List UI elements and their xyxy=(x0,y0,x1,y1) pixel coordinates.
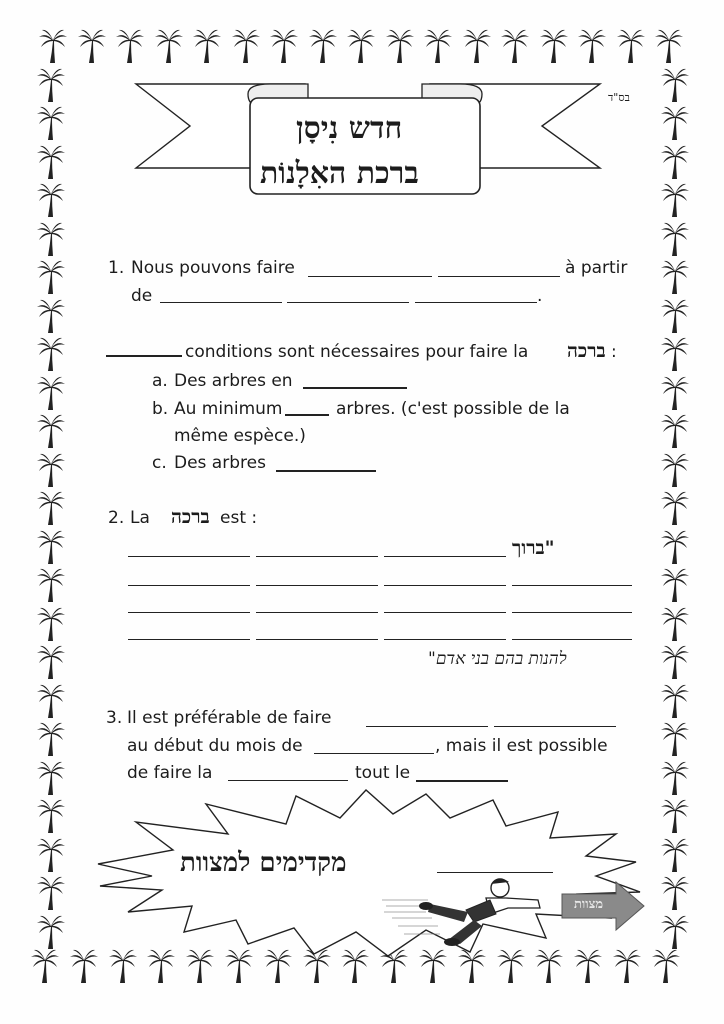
palm-tree-icon xyxy=(36,144,66,180)
palm-tree-icon xyxy=(660,452,690,488)
palm-tree-icon xyxy=(36,837,66,873)
palm-tree-icon xyxy=(36,67,66,103)
palm-tree-icon xyxy=(36,375,66,411)
palm-tree-icon xyxy=(36,413,66,449)
q1-blank-3[interactable] xyxy=(160,302,282,303)
q3-blank-2[interactable] xyxy=(494,726,616,727)
palm-tree-icon xyxy=(660,683,690,719)
q1-number: 1. xyxy=(108,258,125,278)
palm-tree-icon xyxy=(36,798,66,834)
palm-tree-icon xyxy=(462,28,492,64)
q1-period: . xyxy=(537,286,543,306)
palm-tree-icon xyxy=(231,28,261,64)
q2-r2-b4[interactable] xyxy=(512,585,632,586)
palm-tree-icon xyxy=(36,644,66,680)
conditions-heb: ברכה xyxy=(567,340,606,362)
motto: מקדימים למצוות xyxy=(180,848,347,878)
palm-tree-icon xyxy=(36,105,66,141)
palm-tree-icon xyxy=(36,259,66,295)
cond-c-blank[interactable] xyxy=(276,470,376,472)
q2-r2-b1[interactable] xyxy=(128,585,250,586)
palm-tree-icon xyxy=(660,221,690,257)
palm-tree-icon xyxy=(385,28,415,64)
cond-a-text: Des arbres en xyxy=(174,371,293,391)
q3-line2-a: au début du mois de xyxy=(127,736,303,756)
q3-line3-b: tout le xyxy=(355,763,411,783)
q2-r3-b3[interactable] xyxy=(384,612,506,613)
q3-line2-b: , mais il est possible xyxy=(435,736,608,756)
palm-tree-icon xyxy=(660,413,690,449)
q3-line1: Il est préférable de faire xyxy=(127,708,332,728)
palm-tree-icon xyxy=(36,567,66,603)
q2-text-before: La xyxy=(130,508,150,528)
palm-tree-icon xyxy=(36,721,66,757)
palm-tree-icon xyxy=(660,336,690,372)
palm-tree-icon xyxy=(660,798,690,834)
palm-tree-icon xyxy=(36,221,66,257)
q2-number: 2. xyxy=(108,508,125,528)
palm-tree-icon xyxy=(660,105,690,141)
palm-tree-icon xyxy=(36,298,66,334)
palm-tree-icon xyxy=(269,28,299,64)
palm-tree-icon xyxy=(36,452,66,488)
q1-text: Nous pouvons faire xyxy=(131,258,295,278)
palm-tree-icon xyxy=(36,529,66,565)
q1-blank-4[interactable] xyxy=(287,302,409,303)
palm-tree-icon xyxy=(660,567,690,603)
q2-r4-b4[interactable] xyxy=(512,639,632,640)
q2-r3-b2[interactable] xyxy=(256,612,378,613)
q3-blank-4[interactable] xyxy=(228,780,348,781)
q2-r4-b2[interactable] xyxy=(256,639,378,640)
palm-tree-icon xyxy=(660,375,690,411)
palm-tree-icon xyxy=(36,606,66,642)
palm-tree-icon xyxy=(77,28,107,64)
q3-blank-5[interactable] xyxy=(416,780,508,782)
conditions-blank[interactable] xyxy=(106,355,182,357)
palm-tree-icon xyxy=(660,644,690,680)
palm-tree-icon xyxy=(660,529,690,565)
cond-a-blank[interactable] xyxy=(303,387,407,389)
palm-tree-icon xyxy=(660,760,690,796)
q2-r1-b2[interactable] xyxy=(256,556,378,557)
palm-tree-icon xyxy=(423,28,453,64)
palm-tree-icon xyxy=(660,259,690,295)
palm-tree-icon xyxy=(660,837,690,873)
palm-tree-icon xyxy=(36,490,66,526)
q2-r4-b3[interactable] xyxy=(384,639,506,640)
palm-tree-icon xyxy=(115,28,145,64)
q1-text-de: de xyxy=(131,286,153,306)
q2-r3-b1[interactable] xyxy=(128,612,250,613)
palm-tree-icon xyxy=(308,28,338,64)
q2-r2-b2[interactable] xyxy=(256,585,378,586)
palm-tree-icon xyxy=(660,606,690,642)
palm-tree-icon xyxy=(30,948,60,984)
palm-tree-icon xyxy=(500,28,530,64)
palm-tree-icon xyxy=(654,28,684,64)
palm-tree-icon xyxy=(36,182,66,218)
palm-tree-icon xyxy=(36,875,66,911)
palm-tree-icon xyxy=(616,28,646,64)
palm-tree-icon xyxy=(154,28,184,64)
palm-tree-icon xyxy=(36,760,66,796)
q2-r1-b3[interactable] xyxy=(384,556,506,557)
palm-tree-icon xyxy=(660,914,690,950)
q3-blank-1[interactable] xyxy=(366,726,488,727)
palm-tree-icon xyxy=(36,336,66,372)
title-line-2: ברכת האִלָנוֹת xyxy=(260,156,419,191)
palm-tree-icon xyxy=(346,28,376,64)
q2-r3-b4[interactable] xyxy=(512,612,632,613)
title-line-1: חדש נִיסָן xyxy=(296,111,403,146)
cond-b-cont: même espèce.) xyxy=(174,426,306,446)
palm-tree-icon xyxy=(660,182,690,218)
palm-tree-icon xyxy=(660,490,690,526)
q3-number: 3. xyxy=(106,708,123,728)
q1-blank-5[interactable] xyxy=(415,302,537,303)
arrow-label: מצוות xyxy=(574,897,604,912)
q3-line3-a: de faire la xyxy=(127,763,213,783)
palm-tree-icon xyxy=(660,144,690,180)
q2-heb: ברכה xyxy=(171,506,210,528)
q2-text-after: est : xyxy=(220,508,258,528)
q3-blank-3[interactable] xyxy=(314,753,434,754)
starburst-shape xyxy=(88,786,648,958)
cond-c-text: Des arbres xyxy=(174,453,266,473)
cond-b-after: arbres. (c'est possible de la xyxy=(336,399,570,419)
cond-a-letter: a. xyxy=(152,371,168,391)
palm-tree-icon xyxy=(660,875,690,911)
q2-r4-b1[interactable] xyxy=(128,639,250,640)
palm-tree-icon xyxy=(577,28,607,64)
q1-blank-2[interactable] xyxy=(438,276,560,277)
running-boy-illustration xyxy=(378,870,546,950)
conditions-colon: : xyxy=(611,342,617,362)
q2-baruch: "ברוך xyxy=(512,537,555,559)
cond-b-blank[interactable] xyxy=(285,414,329,416)
palm-tree-icon xyxy=(660,67,690,103)
palm-tree-icon xyxy=(660,298,690,334)
q2-r1-b1[interactable] xyxy=(128,556,250,557)
palm-tree-icon xyxy=(651,948,681,984)
q2-r2-b3[interactable] xyxy=(384,585,506,586)
corner-bsd: בס"ד xyxy=(608,91,630,104)
palm-tree-icon xyxy=(539,28,569,64)
q1-blank-1[interactable] xyxy=(308,276,432,277)
palm-tree-icon xyxy=(38,28,68,64)
cond-c-letter: c. xyxy=(152,453,167,473)
conditions-text: conditions sont nécessaires pour faire la xyxy=(185,342,529,362)
palm-tree-icon xyxy=(660,721,690,757)
cond-b-letter: b. xyxy=(152,399,169,419)
palm-tree-icon xyxy=(36,683,66,719)
q2-closing: להנות בהם בני אדם" xyxy=(428,649,567,669)
cond-b-text: Au minimum xyxy=(174,399,283,419)
palm-tree-icon xyxy=(36,914,66,950)
q1-text-end: à partir xyxy=(565,258,628,278)
palm-tree-icon xyxy=(192,28,222,64)
